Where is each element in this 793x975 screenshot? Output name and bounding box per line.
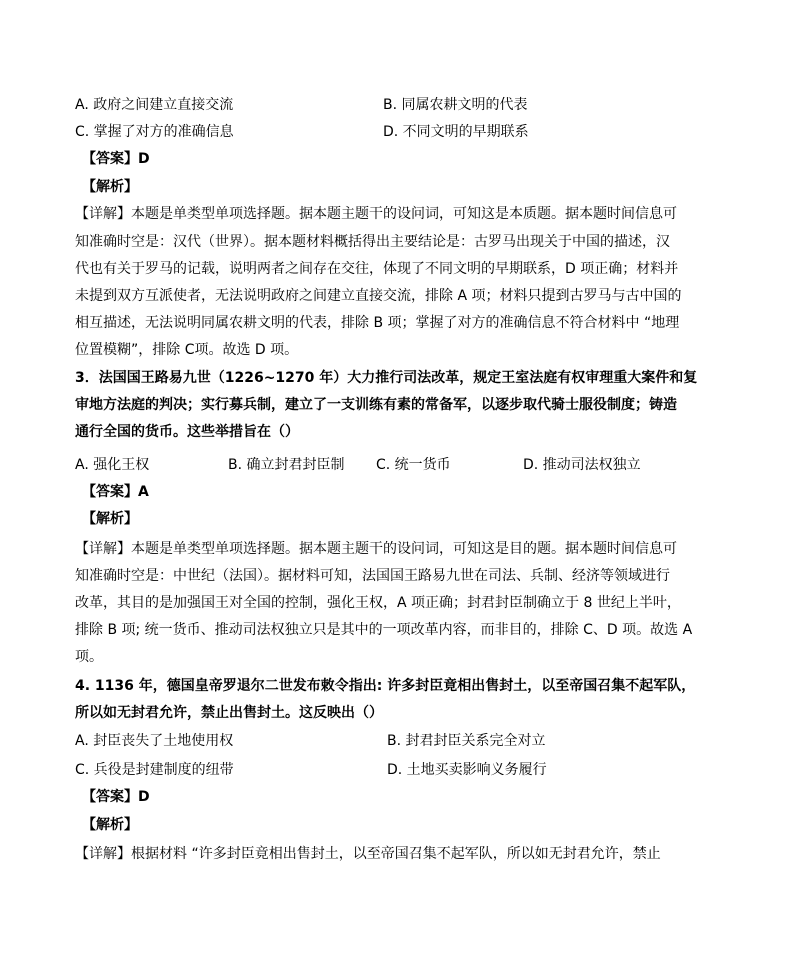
q3-detail-line: 项。 <box>75 649 103 665</box>
q2-detail-line: 未提到双方互派使者，无法说明政府之间建立直接交流，排除 A 项；材料只提到古罗马与古中国的 <box>75 288 682 304</box>
q4-stem-line: 4. 1136 年，德国皇帝罗退尔二世发布敕令指出: 许多封臣竟相出售封土，以至帝国召集不起军队， <box>75 678 696 694</box>
q3-detail-line: 排除 B 项; 统一货币、推动司法权独立只是其中的一项改革内容，而非目的，排除 C、D 项。故选 A <box>75 622 693 638</box>
q3-analysis-label: 【解析】 <box>82 511 138 527</box>
q3-stem-line: 通行全国的货币。这些举措旨在（） <box>75 424 299 440</box>
q3-detail-line: 知准确时空是：中世纪（法国）。据材料可知，法国国王路易九世在司法、兵制、经济等领域进行 <box>75 568 670 584</box>
q4-stem-line: 所以如无封君允许，禁止出售封土。这反映出（） <box>75 705 383 721</box>
q2-detail-line: 相互描述，无法说明同属农耕文明的代表，排除 B 项；掌握了对方的准确信息不符合材料中 “地理 <box>75 315 680 331</box>
q3-option-b: B. 确立封君封臣制 <box>228 457 345 473</box>
q3-stem-line: 3．法国国王路易九世（1226~1270 年）大力推行司法改革，规定王室法庭有权审理重大案件和复 <box>75 370 698 386</box>
q2-option-a: A. 政府之间建立直接交流 <box>75 97 234 113</box>
q4-detail-line: 【详解】根据材料 “许多封臣竟相出售封土，以至帝国召集不起军队，所以如无封君允许，禁止 <box>75 846 661 862</box>
q4-option-c: C. 兵役是封建制度的纽带 <box>75 762 234 778</box>
q4-option-b: B. 封君封臣关系完全对立 <box>387 733 546 749</box>
q3-option-c: C. 统一货币 <box>376 457 451 473</box>
q3-option-d: D. 推动司法权独立 <box>523 457 641 473</box>
q3-answer: 【答案】A <box>82 484 149 500</box>
q4-option-d: D. 土地买卖影响义务履行 <box>387 762 547 778</box>
q2-detail-line: 知准确时空是：汉代（世界）。据本题材料概括得出主要结论是：古罗马出现关于中国的描述，汉 <box>75 234 670 250</box>
q2-detail-line: 【详解】本题是单类型单项选择题。据本题主题干的设问词，可知这是本质题。据本题时间信息可 <box>75 206 677 222</box>
q4-option-a: A. 封臣丧失了土地使用权 <box>75 733 234 749</box>
q2-answer: 【答案】D <box>82 151 150 167</box>
q2-detail-line: 位置模糊”，排除 C项。故选 D 项。 <box>75 342 299 358</box>
q2-option-c: C. 掌握了对方的准确信息 <box>75 124 234 140</box>
q3-option-a: A. 强化王权 <box>75 457 150 473</box>
q2-detail-line: 代也有关于罗马的记载，说明两者之间存在交往，体现了不同文明的早期联系，D 项正确；材料并 <box>75 261 679 277</box>
q2-option-d: D. 不同文明的早期联系 <box>383 124 529 140</box>
q3-stem-line: 审地方法庭的判决；实行募兵制，建立了一支训练有素的常备军，以逐步取代骑士服役制度；铸造 <box>75 397 677 413</box>
q3-detail-line: 改革，其目的是加强国王对全国的控制，强化王权，A 项正确；封君封臣制确立于 8 世纪上半叶， <box>75 595 681 611</box>
q4-analysis-label: 【解析】 <box>82 817 138 833</box>
q3-detail-line: 【详解】本题是单类型单项选择题。据本题主题干的设问词，可知这是目的题。据本题时间信息可 <box>75 541 677 557</box>
q2-analysis-label: 【解析】 <box>82 179 138 195</box>
q4-answer: 【答案】D <box>82 789 150 805</box>
q2-option-b: B. 同属农耕文明的代表 <box>383 97 528 113</box>
